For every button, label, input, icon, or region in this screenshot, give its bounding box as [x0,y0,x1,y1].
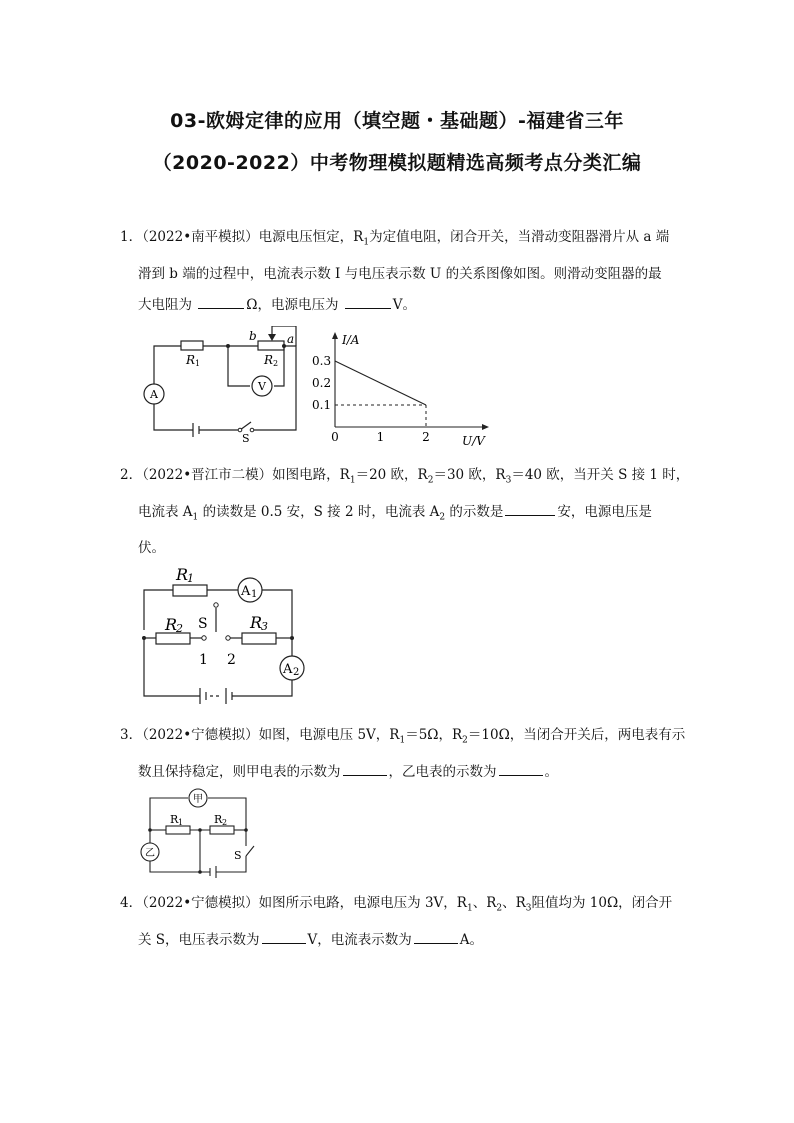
question-text: 电流表 A [138,503,193,520]
question-text: ，乙电表的示数为 [388,763,497,780]
page-title-line2: （2020-2022）中考物理模拟题精选高频考点分类汇编 [152,152,642,174]
question-text: 大电阻为 [138,296,192,313]
question-1 [120,222,680,321]
y-tick-label: 0.1 [312,398,332,412]
answer-blank[interactable] [262,929,306,944]
a2-label: A [283,662,293,677]
fig1-circuit [138,326,308,442]
switch-label: S [242,432,250,442]
a2-sub: 2 [293,667,300,678]
question-source: （2022•宁德模拟） [142,727,259,743]
a1-label: A [241,584,251,599]
subscript: 2 [427,475,434,486]
question-text: V，电流表示数为 [307,931,412,948]
question-number: 3． [120,727,143,743]
r1-label: R [170,813,179,826]
question-text: 的示数是 [445,503,504,520]
fig3-circuit [138,786,268,878]
switch-pos-2-label: 2 [227,652,236,668]
question-text: V。 [392,296,417,313]
question-text: 伏。 [138,540,165,557]
question-text: ＝10Ω，当闭合开关后，两电表有示 [467,727,686,743]
subscript: 1 [466,903,473,914]
subscript: 2 [439,512,446,523]
origin-label: 0 [331,430,339,444]
question-text: 滑到 b 端的过程中，电流表示数 I 与电压表示数 U 的关系图像如图。则滑动变阻器的最 [138,265,662,282]
x-axis-label: U/V [462,434,485,448]
question-text: ＝40 欧，当开关 S 接 1 时， [511,467,690,483]
question-3 [120,720,686,788]
meter-yi-label: 乙 [145,848,155,859]
question-text: 。 [544,763,558,780]
answer-blank[interactable] [499,761,543,776]
r2-label: R [264,353,274,367]
y-tick-label: 0.2 [312,376,332,390]
question-text: ＝30 欧，R [433,467,506,483]
switch-label: S [234,849,242,862]
question-text: 、R [502,895,526,911]
r1-sub: 1 [178,818,184,827]
slider-arrow-icon [268,334,276,341]
r2-label: R [214,813,223,826]
y-tick-label: 0.3 [312,354,332,368]
answer-blank[interactable] [414,929,458,944]
question-text: 如图电路，R [272,467,350,483]
question-text: 、R [472,895,497,911]
r1-label: R [186,353,196,367]
voltmeter-label: V [258,380,266,393]
terminal-b-label: b [249,329,257,343]
question-source: （2022•南平模拟） [142,229,259,245]
switch-pos-1-label: 1 [199,652,208,668]
question-text: 阻值均为 10Ω，闭合开 [531,895,673,911]
question-text: A。 [459,931,484,948]
r3-sub: 3 [261,620,268,633]
question-text: 安，电源电压是 [557,503,652,520]
question-text: 的读数是 0.5 安，S 接 2 时，电流表 A [198,503,440,520]
page-title-line1: 03-欧姆定律的应用（填空题・基础题）-福建省三年 [170,110,624,132]
answer-blank[interactable] [198,294,244,309]
ammeter-label: A [150,388,158,401]
subscript: 1 [363,237,370,248]
question-source: （2022•晋江市二模） [142,467,273,483]
question-text: 关 S，电压表示数为 [138,931,260,948]
r2-sub: 2 [222,818,228,827]
x-tick-label: 2 [422,430,430,444]
answer-blank[interactable] [505,501,555,516]
fig1-iu-graph [310,330,500,448]
question-text: 如图，电源电压 5V，R [258,727,400,743]
question-4 [120,888,680,956]
question-text: ＝20 欧，R [355,467,428,483]
question-text: 数且保持稳定，则甲电表的示数为 [138,763,341,780]
question-text: ＝5Ω，R [405,727,463,743]
question-text: 电源电压恒定，R [258,229,364,245]
question-2 [120,460,690,564]
r1-sub: 1 [187,572,194,585]
subscript: 1 [192,512,199,523]
fig2-circuit [138,560,318,706]
r2-label: R [165,615,178,634]
subscript: 1 [349,475,356,486]
question-number: 4． [120,895,143,911]
x-axis-arrow-icon [482,424,489,430]
y-axis-label: I/A [342,333,360,347]
subscript: 3 [505,475,512,486]
x-tick-label: 1 [376,430,385,444]
subscript: 2 [496,903,503,914]
terminal-a-label: a [287,332,295,346]
answer-blank[interactable] [345,294,391,309]
meter-jia-label: 甲 [193,794,203,805]
question-source: （2022•宁德模拟） [142,895,259,911]
r3-label: R [250,613,263,632]
switch-label: S [198,616,208,632]
a1-sub: 1 [251,589,258,600]
y-axis-arrow-icon [332,332,338,339]
subscript: 3 [525,903,532,914]
series-line [335,361,426,405]
answer-blank[interactable] [343,761,387,776]
question-number: 1． [120,229,143,245]
question-text: 为定值电阻，闭合开关，当滑动变阻器滑片从 a 端 [369,229,670,245]
r2-sub: 2 [273,359,279,368]
question-number: 2． [120,467,143,483]
question-text: 如图所示电路，电源电压为 3V，R [258,895,467,911]
question-text: Ω，电源电压为 [246,296,339,313]
r2-sub: 2 [176,622,183,635]
r1-label: R [176,565,189,584]
subscript: 2 [462,735,468,746]
subscript: 1 [399,735,406,746]
r1-sub: 1 [195,359,201,368]
